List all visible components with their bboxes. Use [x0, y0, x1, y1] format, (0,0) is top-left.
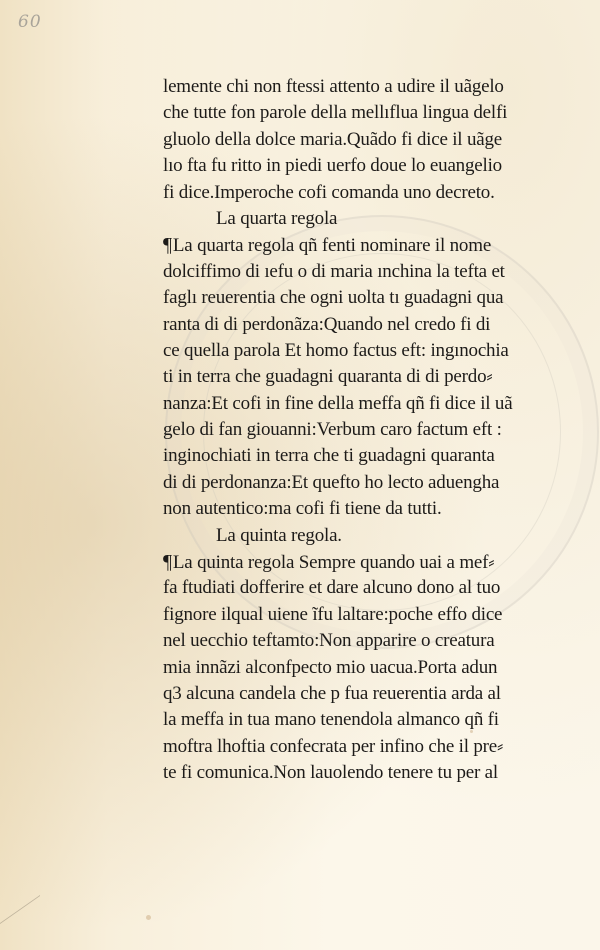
- line-text: ranta di di perdonãza:Quando nel credo fi di: [163, 313, 491, 335]
- text-line: [163, 549, 583, 575]
- line-text: nanza:Et cofi in fine della meffa qñ fi dice il uã: [163, 392, 513, 414]
- text-line: [163, 628, 583, 654]
- text-line: [163, 496, 583, 522]
- line-text: La quarta regola qñ fenti nominare il nome: [172, 235, 492, 257]
- text-line: [163, 259, 583, 285]
- line-text: che tutte fon parole della mellıflua lingua delfi: [163, 102, 508, 124]
- pilcrow-icon: ¶: [163, 234, 172, 257]
- line-text: q3 alcuna candela che p fua reuerentia arda al: [163, 682, 501, 704]
- pilcrow-icon: ¶: [163, 551, 172, 574]
- folio-number: 60: [18, 12, 42, 32]
- line-text: dolciffimo di ıefu o di maria ınchina la tefta et: [163, 260, 505, 282]
- line-text: lemente chi non ftessi attento a udire il uãgelo: [163, 76, 504, 97]
- paper-stain: [146, 915, 151, 920]
- text-line: [163, 760, 583, 786]
- text-line: [163, 127, 583, 153]
- text-line: [163, 734, 583, 760]
- line-text: inginochiati in terra che ti guadagni quaranta: [163, 445, 495, 467]
- line-text: mia innãzi alconfpecto mio uacua.Porta adun: [163, 656, 498, 678]
- text-line: [163, 312, 583, 338]
- text-line: [163, 681, 583, 707]
- line-text: fa ftudiati dofferire et dare alcuno dono al tuo: [163, 577, 501, 599]
- text-line: [163, 338, 583, 364]
- line-text: fi dice.Imperoche cofi comanda uno decreto.: [163, 181, 495, 203]
- line-text: faglı reuerentia che ogni uolta tı guadagni qua: [163, 287, 504, 309]
- line-text: non autentico:ma cofi fi tiene da tutti.: [163, 498, 442, 520]
- line-text: moftra lhoftia confecrata per infino che il pre⸗: [163, 735, 504, 757]
- line-text: ti in terra che guadagni quaranta di di perdo⸗: [163, 366, 493, 388]
- text-line: [163, 575, 583, 601]
- text-line: [163, 707, 583, 733]
- section-heading: [163, 523, 583, 549]
- line-text: lıo fta fu ritto in piedi uerfo doue lo euangelio: [163, 155, 502, 177]
- text-line: [163, 232, 583, 258]
- text-line: [163, 443, 583, 469]
- text-line: [163, 364, 583, 390]
- line-text: gluolo della dolce maria.Quãdo fi dice il uãge: [163, 128, 503, 150]
- line-text: fignore ilqual uiene ĩfu laltare:poche effo dice: [163, 603, 503, 625]
- text-line: [163, 74, 583, 100]
- text-line: [163, 391, 583, 417]
- text-line: [163, 655, 583, 681]
- page-corner-fold: [0, 895, 40, 950]
- line-text: te fi comunica.Non lauolendo tenere tu per al: [163, 762, 498, 784]
- line-text: La quinta regola.: [216, 524, 342, 546]
- line-text: gelo di fan giouanni:Verbum caro factum eft :: [163, 419, 502, 441]
- text-block: [163, 74, 583, 787]
- text-line: [163, 470, 583, 496]
- line-text: di di perdonanza:Et quefto ho lecto aduengha: [163, 471, 500, 493]
- line-text: La quinta regola Sempre quando uai a mef⸗: [172, 552, 495, 574]
- line-text: ce quella parola Et homo factus eft: ingınochia: [163, 339, 509, 361]
- text-line: [163, 602, 583, 628]
- text-line: [163, 417, 583, 443]
- line-text: nel uecchio teftamto:Non apparire o creatura: [163, 630, 495, 652]
- line-text: La quarta regola: [216, 207, 338, 229]
- section-heading: [163, 206, 583, 232]
- line-text: la meffa in tua mano tenendola almanco qñ fi: [163, 709, 499, 731]
- text-line: [163, 180, 583, 206]
- text-line: [163, 153, 583, 179]
- text-line: [163, 100, 583, 126]
- text-line: [163, 285, 583, 311]
